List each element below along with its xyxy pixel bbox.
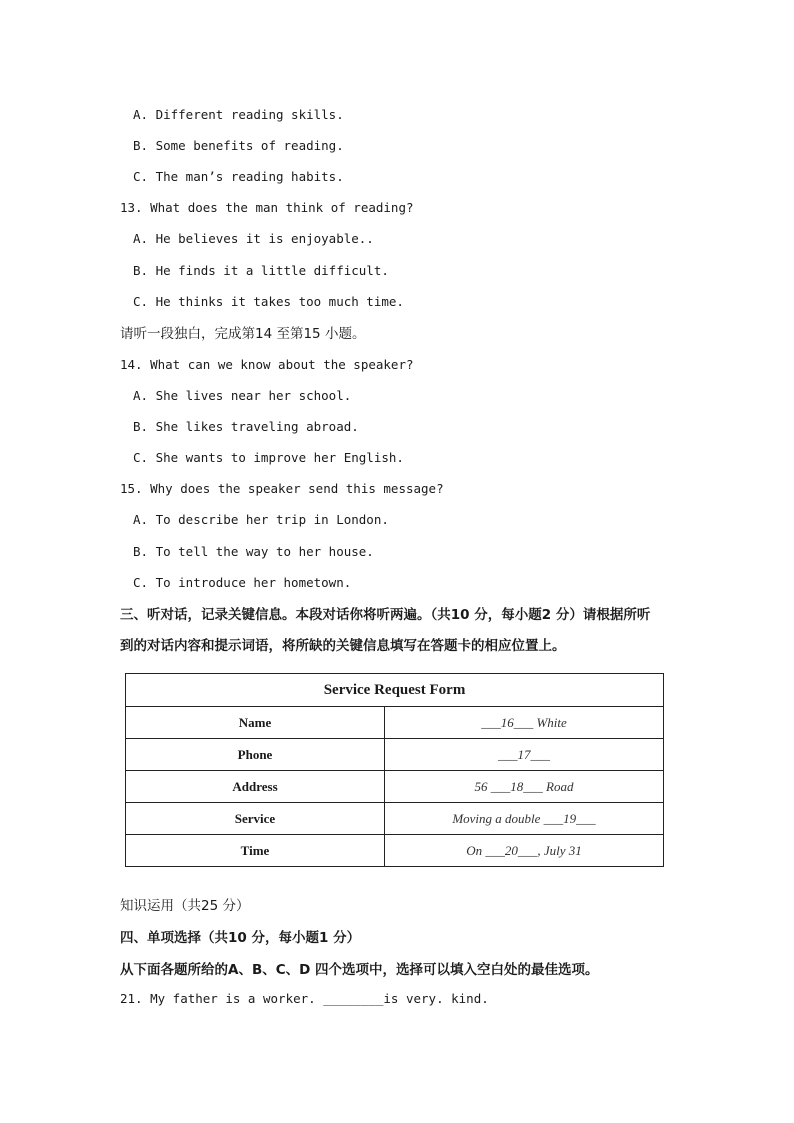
form-label: Address bbox=[126, 771, 385, 803]
form-value: ___16___ White bbox=[385, 707, 664, 739]
q12-option-c: C. The man’s reading habits. bbox=[133, 169, 344, 184]
section3-instruction-line1: 三、听对话，记录关键信息。本段对话你将听两遍。（共10 分，每小题2 分）请根据所听 bbox=[120, 607, 651, 623]
form-value: On ___20___, July 31 bbox=[385, 835, 664, 867]
form-row-address bbox=[126, 771, 664, 803]
form-row-service bbox=[126, 803, 664, 835]
form-value: ___17___ bbox=[385, 739, 664, 771]
q12-option-a: A. Different reading skills. bbox=[133, 107, 344, 122]
q15-stem: 15. Why does the speaker send this message? bbox=[120, 481, 444, 496]
q14-stem: 14. What can we know about the speaker? bbox=[120, 357, 414, 372]
form-label: Name bbox=[126, 707, 385, 739]
service-request-form bbox=[125, 673, 664, 867]
q13-stem: 13. What does the man think of reading? bbox=[120, 200, 414, 215]
q21-stem: 21. My father is a worker. ________is very. kind. bbox=[120, 991, 489, 1006]
form-row-phone bbox=[126, 739, 664, 771]
section4-title: 四、单项选择（共10 分，每小题1 分） bbox=[120, 930, 361, 946]
q13-option-c: C. He thinks it takes too much time. bbox=[133, 294, 404, 309]
q13-option-a: A. He believes it is enjoyable.. bbox=[133, 231, 374, 246]
section4-instruction: 从下面各题所给的A、B、C、D 四个选项中，选择可以填入空白处的最佳选项。 bbox=[120, 962, 599, 978]
form-label: Phone bbox=[126, 739, 385, 771]
section3-instruction-line2: 到的对话内容和提示词语，将所缺的关键信息填写在答题卡的相应位置上。 bbox=[120, 638, 566, 654]
form-row-name bbox=[126, 707, 664, 739]
form-label: Service bbox=[126, 803, 385, 835]
q13-option-b: B. He finds it a little difficult. bbox=[133, 263, 389, 278]
q14-option-b: B. She likes traveling abroad. bbox=[133, 419, 359, 434]
form-value: 56 ___18___ Road bbox=[385, 771, 664, 803]
form-label: Time bbox=[126, 835, 385, 867]
q15-option-b: B. To tell the way to her house. bbox=[133, 544, 374, 559]
q12-option-b: B. Some benefits of reading. bbox=[133, 138, 344, 153]
form-title: Service Request Form bbox=[126, 674, 664, 707]
q14-option-a: A. She lives near her school. bbox=[133, 388, 352, 403]
q15-option-a: A. To describe her trip in London. bbox=[133, 512, 389, 527]
monologue-instruction: 请听一段独白，完成第14 至第15 小题。 bbox=[120, 326, 366, 342]
knowledge-heading: 知识运用（共25 分） bbox=[120, 898, 250, 914]
form-row-time bbox=[126, 835, 664, 867]
q14-option-c: C. She wants to improve her English. bbox=[133, 450, 404, 465]
q15-option-c: C. To introduce her hometown. bbox=[133, 575, 352, 590]
form-value: Moving a double ___19___ bbox=[385, 803, 664, 835]
